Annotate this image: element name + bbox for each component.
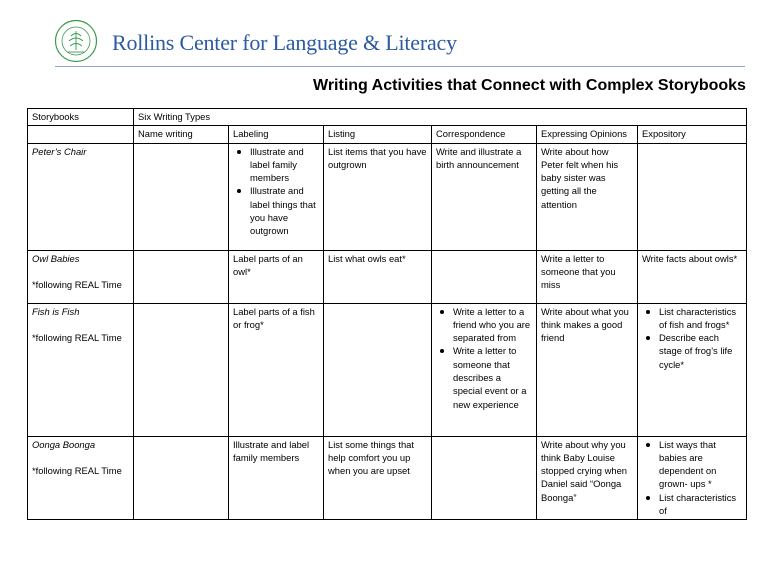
activity-cell-expository <box>638 303 747 436</box>
col-header-expository: Expository <box>638 126 747 143</box>
activity-text: Label parts of an owl* <box>233 252 303 277</box>
activity-text: Write about how Peter felt when his baby sister was getting all the attention <box>541 145 619 210</box>
activity-cell-correspondence <box>432 143 537 250</box>
activity-bullet-item: List characteristics of fish and frogs* <box>659 305 742 332</box>
activity-cell-listing <box>324 303 432 436</box>
storybook-title: Fish is Fish <box>32 305 80 317</box>
col-header-listing: Listing <box>324 126 432 143</box>
activity-text: Label parts of a fish or frog* <box>233 305 315 330</box>
storybook-cell <box>28 143 134 250</box>
activity-text: List some things that help comfort you up when you are upset <box>328 438 414 477</box>
activity-cell-labeling <box>229 303 324 436</box>
activity-cell-opinions <box>537 303 638 436</box>
storybook-note: *following REAL Time <box>32 464 122 476</box>
activity-bullet-item: List ways that babies are dependent on grown- ups * <box>659 438 742 491</box>
school-seal-logo <box>54 19 98 63</box>
organization-name: Rollins Center for Language & Literacy <box>112 30 457 55</box>
activity-bullet-item: Write a letter to a friend who you are separated from <box>453 305 531 344</box>
activity-bullet-item: Illustrate and label family members <box>250 145 319 185</box>
activity-text: Write about why you think Baby Louise stopped crying when Daniel said “Oonga Boonga” <box>541 438 627 503</box>
activity-cell-expository <box>638 250 747 303</box>
storybook-cell <box>28 303 134 436</box>
col-header-storybooks: Storybooks <box>28 109 134 126</box>
activity-cell-opinions <box>537 250 638 303</box>
activity-text: Write facts about owls* <box>642 252 738 264</box>
activity-cell-correspondence <box>432 303 537 436</box>
storybook-title: Oonga Boonga <box>32 438 96 450</box>
col-header-expressing-opinions: Expressing Opinions <box>537 126 638 143</box>
activity-text: Write about what you think makes a good friend <box>541 305 629 344</box>
header-divider <box>55 66 745 67</box>
activity-bullet-list <box>233 145 319 238</box>
storybook-title: Owl Babies <box>32 252 80 264</box>
activity-cell-opinions <box>537 143 638 250</box>
col-header-six-writing-types: Six Writing Types <box>134 109 747 126</box>
document-header <box>0 0 773 110</box>
col-header-correspondence: Correspondence <box>432 126 537 143</box>
activity-bullet-item: Describe each stage of frog’s life cycle* <box>659 331 742 371</box>
activity-cell-labeling <box>229 143 324 250</box>
activity-cell-name-writing <box>134 143 229 250</box>
activity-cell-labeling <box>229 250 324 303</box>
document-title: Writing Activities that Connect with Complex Storybooks <box>313 77 746 94</box>
activity-cell-correspondence <box>432 250 537 303</box>
table-subheader-row <box>28 126 747 143</box>
activity-bullet-list <box>436 305 532 411</box>
activity-cell-opinions <box>537 436 638 520</box>
activity-cell-labeling <box>229 436 324 520</box>
col-header-name-writing: Name writing <box>134 126 229 143</box>
activity-cell-listing <box>324 436 432 520</box>
activity-text: Illustrate and label family members <box>233 438 310 463</box>
writing-activities-table <box>27 108 747 520</box>
storybook-cell <box>28 436 134 520</box>
activity-cell-correspondence <box>432 436 537 520</box>
col-header-labeling: Labeling <box>229 126 324 143</box>
activity-cell-listing <box>324 143 432 250</box>
activity-bullet-list <box>642 305 742 371</box>
storybook-note: *following REAL Time <box>32 278 122 290</box>
table-header-row <box>28 109 747 126</box>
table-row <box>28 436 747 520</box>
activity-cell-listing <box>324 250 432 303</box>
activity-cell-expository <box>638 436 747 520</box>
storybook-cell <box>28 250 134 303</box>
activity-cell-name-writing <box>134 250 229 303</box>
activity-text: Write and illustrate a birth announcement <box>436 145 522 170</box>
activity-text: List items that you have outgrown <box>328 145 427 170</box>
table-row <box>28 143 747 250</box>
storybook-note: *following REAL Time <box>32 331 122 343</box>
activity-bullet-item: Illustrate and label things that you have outgrown <box>250 184 319 237</box>
table-row <box>28 303 747 436</box>
activity-cell-name-writing <box>134 436 229 520</box>
activity-bullet-item: List characteristics of <box>659 491 742 518</box>
col-header-empty <box>28 126 134 143</box>
activity-text: Write a letter to someone that you miss <box>541 252 616 291</box>
table-row <box>28 250 747 303</box>
activity-cell-name-writing <box>134 303 229 436</box>
activity-text: List what owls eat* <box>328 252 406 264</box>
activity-bullet-item: Write a letter to someone that describes a special event or a new experience <box>453 344 532 410</box>
activity-cell-expository <box>638 143 747 250</box>
storybook-title: Peter’s Chair <box>32 145 87 157</box>
activity-bullet-list <box>642 438 742 518</box>
